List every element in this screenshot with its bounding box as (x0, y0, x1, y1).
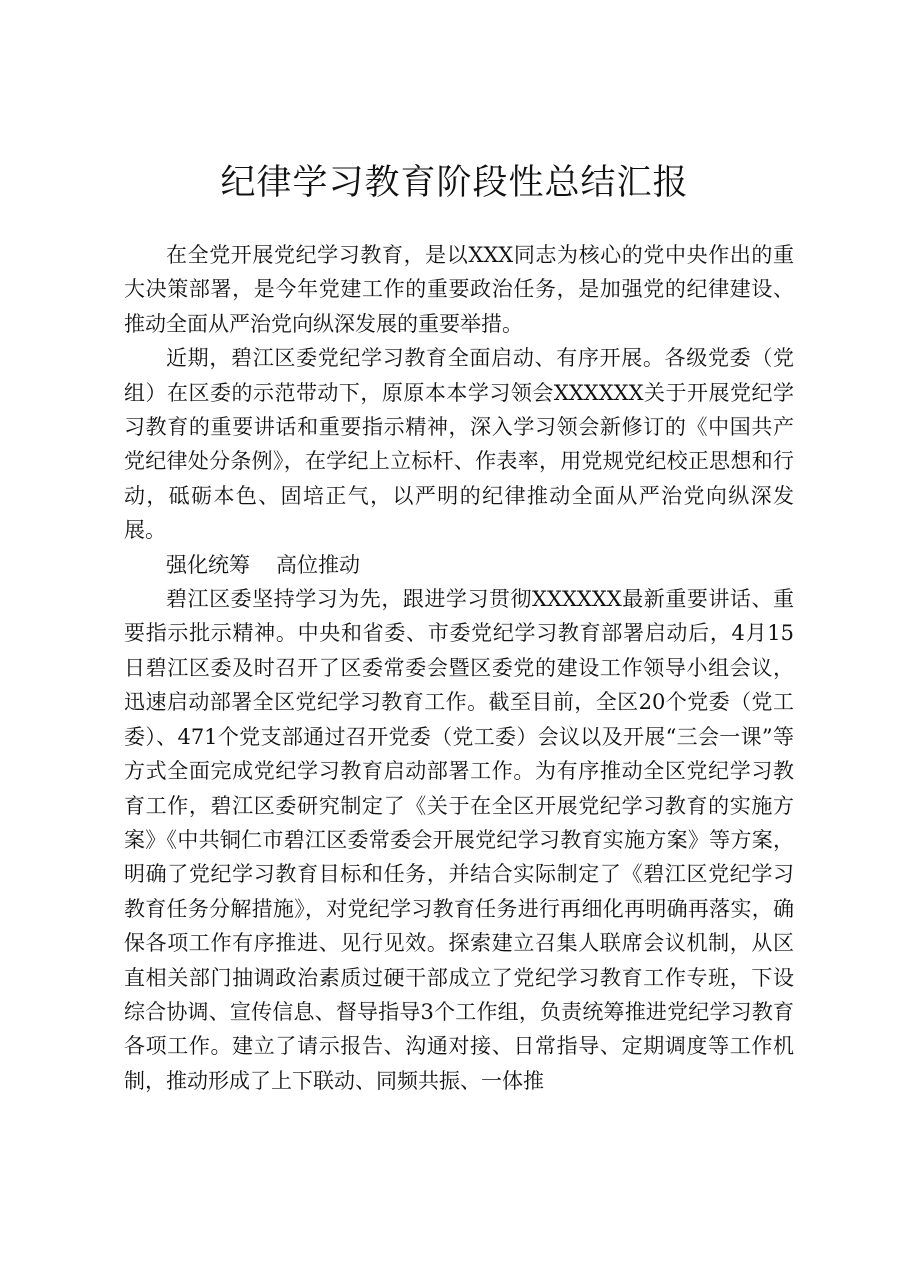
document-body (124, 238, 794, 1098)
paragraph-intro: 在全党开展党纪学习教育，是以XXX同志为核心的党中央作出的重大决策部署，是今年党建工作的重要政治任务，是加强党的纪律建设、推动全面从严治党向纵深发展的重要举措。 (124, 243, 794, 336)
section-heading-part1: 强化统筹 (166, 552, 250, 577)
section-heading (124, 548, 794, 582)
section-heading-part2: 高位推动 (276, 552, 360, 577)
paragraph-section-body: 碧江区委坚持学习为先，跟进学习贯彻XXXXXX最新重要讲话、重要指示批示精神。中央和省委、市委党纪学习教育部署启动后，4月15日碧江区委及时召开了区委常委会暨区委党的建设工作领导小组会议，迅速启动部署全区党纪学习教育工作。截至目前，全区20个党委（党工委）、471个党支部通过召开党委（党工委）会议以及开展“三会一课”等方式全面完成党纪学习教育启动部署工作。为有序推动全区党纪学习教育工作，碧江区委研究制定了《关于在全区开展党纪学习教育的实施方案》《中共铜仁市碧江区委常委会开展党纪学习教育实施方案》等方案，明确了党纪学习教育目标和任务，并结合实际制定了《碧江区党纪学习教育任务分解措施》，对党纪学习教育任务进行再细化再明确再落实，确保各项工作有序推进、见行见效。探索建立召集人联席会议机制，从区直相关部门抽调政治素质过硬干部成立了党纪学习教育工作专班，下设综合协调、宣传信息、督导指导3个工作组，负责统筹推进党纪学习教育各项工作。建立了请示报告、沟通对接、日常指导、定期调度等工作机制，推动形成了上下联动、同频共振、一体推 (124, 587, 794, 1093)
document-title: 纪律学习教育阶段性总结汇报 (220, 163, 689, 203)
paragraph-overview: 近期，碧江区委党纪学习教育全面启动、有序开展。各级党委（党组）在区委的示范带动下，原原本本学习领会XXXXXX关于开展党纪学习教育的重要讲话和重要指示精神，深入学习领会新修订的《中国共产党纪律处分条例》，在学纪上立标杆、作表率，用党规党纪校正思想和行动，砥砺本色、固培正气，以严明的纪律推动全面从严治党向纵深发展。 (124, 346, 794, 543)
